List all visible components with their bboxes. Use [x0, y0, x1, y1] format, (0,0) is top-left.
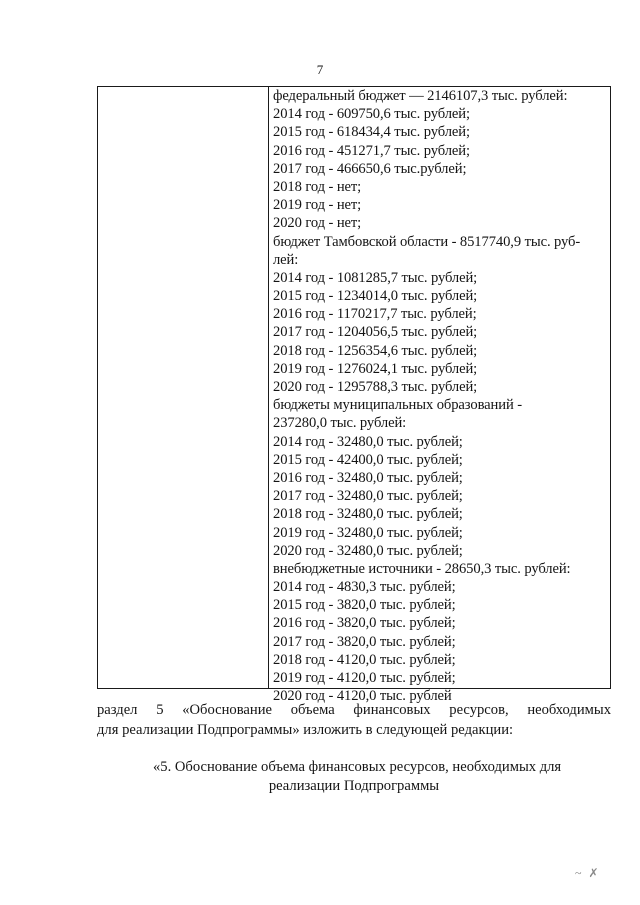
table-line: 2015 год - 42400,0 тыс. рублей;: [273, 451, 463, 468]
paragraph-word: необходимых: [527, 702, 611, 718]
table-line: бюджеты муниципальных образований -: [273, 397, 522, 414]
table-line: 2016 год - 1170217,7 тыс. рублей;: [273, 306, 477, 323]
table-line: 2018 год - 32480,0 тыс. рублей;: [273, 506, 463, 523]
table-line: 2016 год - 32480,0 тыс. рублей;: [273, 469, 463, 486]
table-line: 2017 год - 3820,0 тыс. рублей;: [273, 633, 456, 650]
table-line: 2014 год - 32480,0 тыс. рублей;: [273, 433, 463, 450]
paragraph-word: объема: [290, 702, 335, 718]
table-line: 2015 год - 1234014,0 тыс. рублей;: [273, 288, 478, 305]
paragraph-word: «Обоснование: [182, 702, 272, 718]
section-heading-line-2: реализации Подпрограммы: [268, 778, 440, 794]
table-line: 2020 год - 32480,0 тыс. рублей;: [273, 542, 463, 559]
table-left-cell: [98, 87, 269, 688]
table-line: 2017 год - 466650,6 тыс.рублей;: [273, 160, 467, 177]
table-line: 2015 год - 618434,4 тыс. рублей;: [273, 124, 470, 141]
table-line: внебюджетные источники - 28650,3 тыс. рублей:: [273, 560, 571, 577]
section-heading: [97, 758, 611, 796]
paragraph-line-2: для реализации Подпрограммы» изложить в следующей редакции:: [97, 722, 514, 738]
table-line: бюджет Тамбовской области - 8517740,9 тыс. руб-: [273, 233, 581, 250]
paragraph-word: ресурсов,: [449, 702, 509, 718]
table-line: 2018 год - 4120,0 тыс. рублей;: [273, 651, 456, 668]
paragraph-word: раздел: [97, 702, 138, 718]
table-line: 2020 год - 1295788,3 тыс. рублей;: [273, 379, 478, 395]
table-line: 237280,0 тыс. рублей:: [273, 415, 407, 432]
paragraph-word: финансовых: [353, 702, 431, 718]
table-line: 2020 год - нет;: [273, 215, 362, 232]
table-line: 2018 год - нет;: [273, 178, 362, 195]
table-line: 2019 год - нет;: [273, 197, 362, 214]
table-line: 2020 год - 4120,0 тыс. рублей: [273, 688, 452, 705]
table-line: 2019 год - 4120,0 тыс. рублей;: [273, 670, 456, 686]
table-line: 2019 год - 32480,0 тыс. рублей;: [273, 524, 463, 541]
table-line: 2017 год - 1204056,5 тыс. рублей;: [273, 324, 478, 341]
table-line: 2014 год - 1081285,7 тыс. рублей;: [273, 269, 478, 286]
table-line: 2019 год - 1276024,1 тыс. рублей;: [273, 360, 478, 377]
table-line: 2018 год - 1256354,6 тыс. рублей;: [273, 342, 478, 359]
amendment-paragraph: [97, 700, 611, 740]
table-line: 2016 год - 451271,7 тыс. рублей;: [273, 142, 470, 159]
section-heading-line-1: «5. Обоснование объема финансовых ресурсов, необходимых для: [153, 759, 562, 775]
paragraph-word: 5: [156, 702, 164, 718]
table-line: 2016 год - 3820,0 тыс. рублей;: [273, 615, 456, 632]
paragraph-line-1: [97, 700, 611, 720]
table-line: лей:: [273, 251, 299, 268]
table-line: 2015 год - 3820,0 тыс. рублей;: [273, 597, 456, 614]
table-line: 2014 год - 4830,3 тыс. рублей;: [273, 579, 456, 596]
table-right-cell: [269, 87, 610, 705]
budget-table: [97, 86, 611, 705]
table-line: 2017 год - 32480,0 тыс. рублей;: [273, 488, 463, 505]
table-line: 2014 год - 609750,6 тыс. рублей;: [273, 106, 470, 123]
scan-mark: ~ ✗: [575, 866, 601, 880]
table-line: федеральный бюджет — 2146107,3 тыс. рублей:: [273, 88, 568, 104]
page-number: 7: [316, 62, 324, 77]
